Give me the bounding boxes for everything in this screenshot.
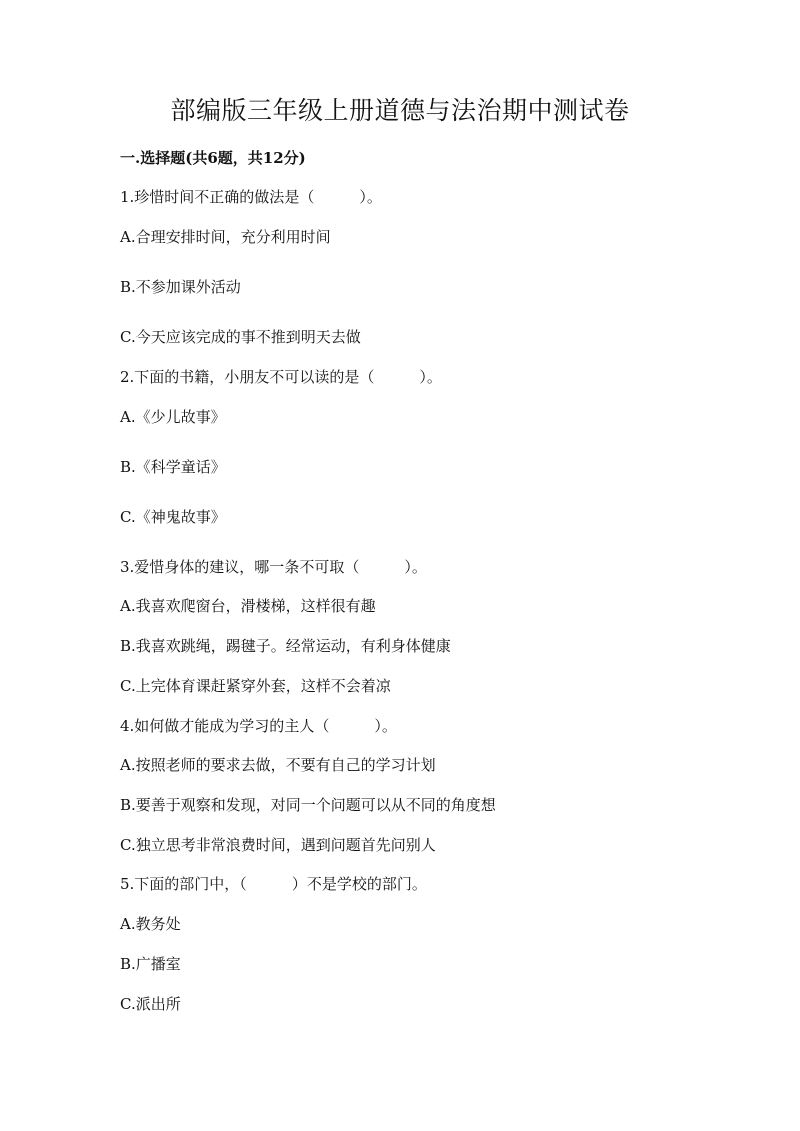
question-4-option-c: C.独立思考非常浪费时间，遇到问题首先问别人 bbox=[120, 836, 436, 854]
question-5-stem: 5.下面的部门中，（ ）不是学校的部门。 bbox=[120, 875, 427, 893]
question-3-option-a: A.我喜欢爬窗台，滑楼梯，这样很有趣 bbox=[120, 597, 376, 615]
question-2-option-b: B.《科学童话》 bbox=[120, 458, 226, 476]
question-2-stem: 2.下面的书籍，小朋友不可以读的是（ ）。 bbox=[120, 368, 442, 386]
question-5-option-c: C.派出所 bbox=[120, 995, 181, 1013]
question-3-option-c: C.上完体育课赶紧穿外套，这样不会着凉 bbox=[120, 677, 391, 695]
question-5-option-b: B.广播室 bbox=[120, 955, 181, 973]
question-1-option-c: C.今天应该完成的事不推到明天去做 bbox=[120, 328, 361, 346]
question-1-option-a: A.合理安排时间，充分利用时间 bbox=[120, 228, 331, 246]
section-heading: 一.选择题(共6题，共12分) bbox=[120, 149, 306, 167]
question-3-stem: 3.爱惜身体的建议，哪一条不可取（ ）。 bbox=[120, 558, 427, 576]
question-4-option-a: A.按照老师的要求去做，不要有自己的学习计划 bbox=[120, 756, 436, 774]
question-2-option-c: C.《神鬼故事》 bbox=[120, 508, 226, 526]
question-1-stem: 1.珍惜时间不正确的做法是（ ）。 bbox=[120, 188, 382, 206]
question-2-option-a: A.《少儿故事》 bbox=[120, 408, 226, 426]
page-title: 部编版三年级上册道德与法治期中测试卷 bbox=[170, 96, 630, 125]
question-1-option-b: B.不参加课外活动 bbox=[120, 278, 241, 296]
question-4-option-b: B.要善于观察和发现，对同一个问题可以从不同的角度想 bbox=[120, 796, 496, 814]
question-4-stem: 4.如何做才能成为学习的主人（ ）。 bbox=[120, 717, 397, 735]
question-5-option-a: A.教务处 bbox=[120, 915, 181, 933]
question-3-option-b: B.我喜欢跳绳，踢毽子。经常运动，有利身体健康 bbox=[120, 637, 451, 655]
